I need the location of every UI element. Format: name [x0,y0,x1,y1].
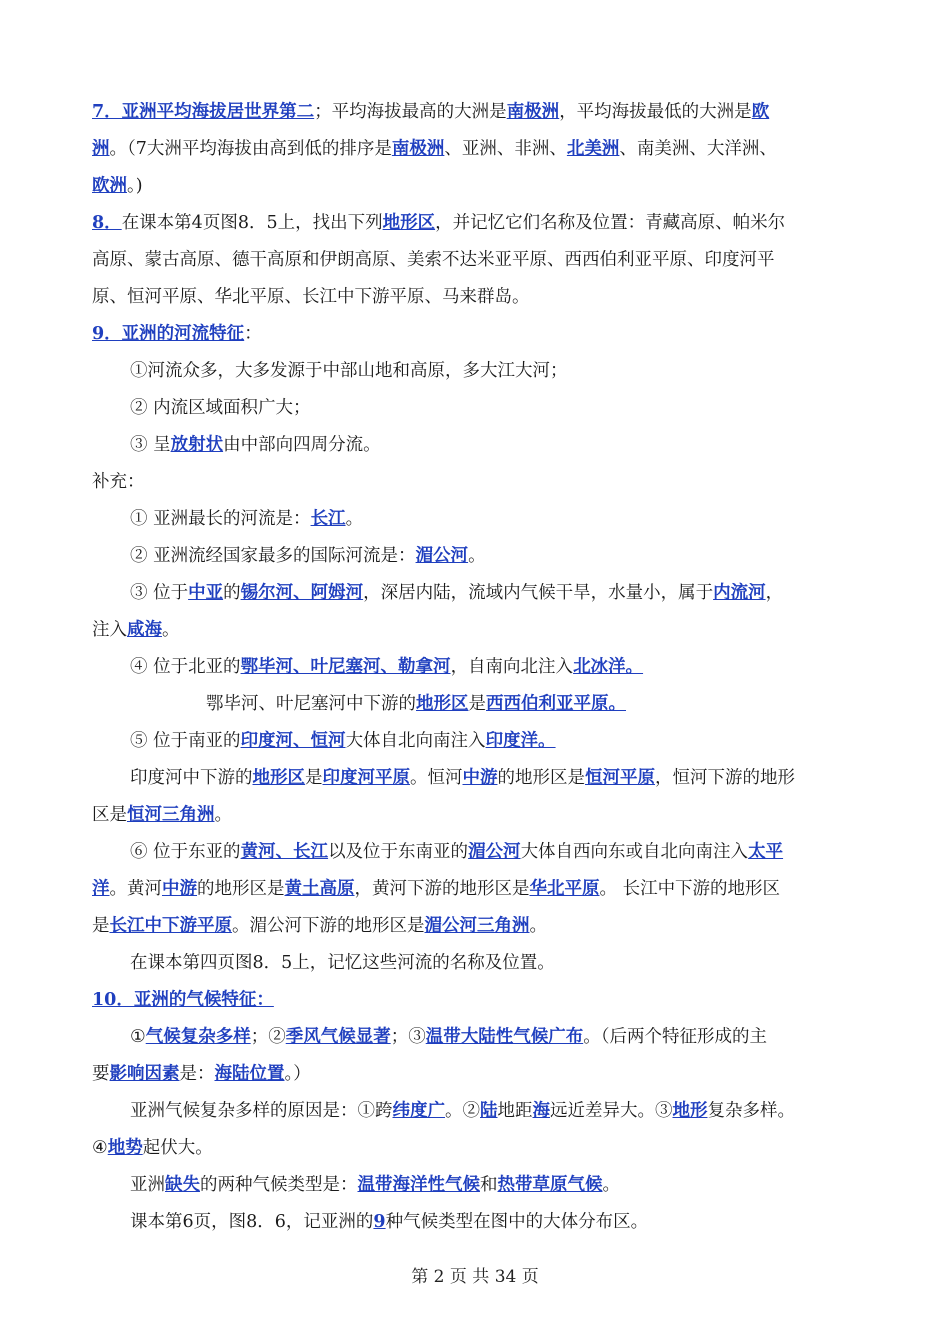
keyword-highlight: 恒河平原 [585,768,655,788]
keyword-highlight: 洲 [92,139,110,159]
text-line [92,1093,860,1130]
text-segment: 原、恒河平原、华北平原、长江中下游平原、马来群岛。 [92,287,530,307]
text-segment: 印度河中下游的 [130,768,253,788]
text-line [92,1204,860,1241]
text-line [92,1130,860,1167]
keyword-highlight: 北美洲 [566,139,620,159]
text-segment: 课本第6页，图8．6，记亚洲的 [130,1212,374,1232]
text-segment: 。 [602,1175,620,1195]
text-line [92,686,860,723]
text-line [92,205,860,242]
text-segment: ⑥ 位于东亚的 [130,842,241,862]
keyword-highlight: 湄公河 [415,546,469,566]
text-line [92,760,860,797]
text-segment: ，黄河下游的地形区是 [354,879,530,899]
keyword-highlight: 10．亚洲的气候特征： [92,990,274,1010]
keyword-highlight: 9 [373,1212,386,1232]
text-segment: 补充： [92,472,145,492]
text-segment: ② 内流区域面积广大； [130,398,311,418]
text-segment: 的地形区是 [497,768,585,788]
document-body [92,94,860,1241]
text-segment: 。 长江中下游的地形区 [599,879,781,899]
keyword-highlight: 季风气候显著 [285,1027,391,1047]
text-segment: 亚洲 [130,1175,165,1195]
text-line [92,464,860,501]
keyword-highlight: 南极洲 [506,102,560,122]
keyword-highlight: 印度河平原 [322,768,410,788]
text-segment: 是： [179,1064,215,1084]
keyword-highlight: 欧 [751,102,770,122]
text-line [92,353,860,390]
keyword-highlight: 地势 [107,1138,143,1158]
text-segment: 大体自西向东或自北向南注入 [520,842,749,862]
keyword-highlight: 南极洲 [391,139,445,159]
text-segment: 地距 [497,1101,533,1121]
text-line [92,908,860,945]
text-segment: 。 [345,509,364,529]
keyword-highlight: 长江 [310,509,346,529]
keyword-highlight: 缺失 [165,1175,200,1195]
text-segment: ③ 位于 [130,583,189,603]
keyword-highlight: 海 [532,1101,550,1121]
keyword-highlight: 地形区 [252,768,305,788]
keyword-highlight: 黄土高原 [284,879,355,899]
keyword-highlight: 锡尔河、阿姆河 [240,583,364,603]
text-line [92,945,860,982]
text-segment: 、亚洲、非洲、 [444,139,567,159]
keyword-highlight: 西西伯利亚平原。 [486,694,626,714]
keyword-highlight: 温带大陆性气候广布 [425,1027,584,1047]
text-segment: 是 [92,916,110,936]
text-segment: ③ 呈 [130,435,171,455]
text-line [92,871,860,908]
keyword-highlight: 中游 [162,879,197,899]
text-segment: 。 [529,916,547,936]
keyword-highlight: 9．亚洲的河流特征 [92,324,245,344]
text-line [92,131,860,168]
keyword-highlight: 太平 [748,842,784,862]
keyword-highlight: 中亚 [188,583,224,603]
keyword-highlight: 湄公河三角洲 [424,916,530,936]
keyword-highlight: 热带草原气候 [497,1175,603,1195]
text-segment: 。 [214,805,232,825]
keyword-highlight: 气候复杂多样 [145,1027,251,1047]
text-segment: 复杂多样。 [707,1101,795,1121]
text-line [92,538,860,575]
keyword-highlight: 地形区 [416,694,469,714]
text-segment: 是 [305,768,323,788]
text-segment: ① [130,1027,146,1047]
text-line [92,501,860,538]
text-segment: 和 [480,1175,498,1195]
text-segment: ，平均海拔最低的大洲是 [559,102,752,122]
text-segment: 在课本第四页图8．5上，记忆这些河流的名称及位置。 [130,953,555,973]
keyword-highlight: 华北平原 [529,879,600,899]
text-segment: 由中部向四周分流。 [223,435,381,455]
text-segment: 以及位于东南亚的 [328,842,469,862]
text-segment: ，恒河下游的地形 [655,768,795,788]
text-segment: 。恒河 [410,768,463,788]
text-segment: 。黄河 [109,879,162,899]
text-segment: 的地形区是 [197,879,285,899]
keyword-highlight: 海陆位置 [214,1064,285,1084]
text-line [92,1056,860,1093]
keyword-highlight: 纬度广 [392,1101,445,1121]
keyword-highlight: 印度洋。 [485,731,556,751]
text-line [92,1167,860,1204]
text-segment: 亚洲气候复杂多样的原因是：①跨 [130,1101,393,1121]
text-line [92,427,860,464]
text-segment: ①河流众多，大多发源于中部山地和高原，多大江大河； [130,361,568,381]
text-segment: 是 [468,694,486,714]
text-segment: 。湄公河下游的地形区是 [232,916,425,936]
text-line [92,168,860,205]
text-segment: ；平均海拔最高的大洲是 [314,102,507,122]
text-segment: ，深居内陆，流域内气候干旱，水量小，属于 [363,583,714,603]
text-segment: ④ [92,1138,108,1158]
text-line [92,649,860,686]
text-segment: 。） [284,1064,311,1084]
text-segment: ，并记忆它们名称及位置：青藏高原、帕米尔 [435,213,786,233]
keyword-highlight: 欧洲 [92,176,127,196]
keyword-highlight: 陆 [480,1101,498,1121]
text-line [92,1019,860,1056]
text-segment: ⑤ 位于南亚的 [130,731,241,751]
text-segment: ；② [250,1027,286,1047]
text-line [92,612,860,649]
text-line [92,834,860,871]
text-segment: 鄂毕河、叶尼塞河中下游的 [206,694,416,714]
text-segment: ② 亚洲流经国家最多的国际河流是： [130,546,416,566]
keyword-highlight: 鄂毕河、叶尼塞河、勒拿河 [240,657,451,677]
text-line [92,390,860,427]
text-line [92,575,860,612]
keyword-highlight: 温带海洋性气候 [357,1175,480,1195]
keyword-highlight: 放射状 [170,435,224,455]
keyword-highlight: 长江中下游平原 [109,916,232,936]
text-segment: 在课本第4页图8．5上，找出下列 [121,213,383,233]
text-segment: 。（7大洲平均海拔由高到低的排序是 [109,139,392,159]
keyword-highlight: 洋 [92,879,110,899]
keyword-highlight: 咸海 [127,620,162,640]
text-segment: ④ 位于北亚的 [130,657,241,677]
text-segment: 。② [445,1101,480,1121]
text-segment: 要 [92,1064,110,1084]
keyword-highlight: 中游 [462,768,498,788]
page-footer: 第 2 页 共 34 页 [411,1267,539,1287]
text-line [92,723,860,760]
keyword-highlight: 北冰洋。 [573,657,644,677]
text-segment: 种气候类型在图中的大体分布区。 [385,1212,649,1232]
text-segment: 注入 [92,620,127,640]
text-segment: 远近差异大。③ [550,1101,673,1121]
text-segment: 大体自北向南注入 [345,731,486,751]
text-line [92,279,860,316]
text-line [92,94,860,131]
text-segment: ① 亚洲最长的河流是： [130,509,311,529]
keyword-highlight: 黄河、长江 [240,842,329,862]
keyword-highlight: 恒河三角洲 [127,805,215,825]
keyword-highlight: 地形区 [382,213,436,233]
keyword-highlight: 内流河 [713,583,766,603]
text-segment: ；③ [390,1027,426,1047]
text-segment: 高原、蒙古高原、德干高原和伊朗高原、美索不达米亚平原、西西伯利亚平原、印度河平 [92,250,775,270]
keyword-highlight: 湄公河 [468,842,521,862]
text-line [92,242,860,279]
text-segment: 。) [127,176,143,196]
text-segment: 。 [162,620,180,640]
text-segment: 。 [468,546,486,566]
text-segment: ， [765,583,784,603]
text-segment: 的两种气候类型是： [200,1175,358,1195]
text-line [92,316,860,353]
keyword-highlight: 影响因素 [109,1064,180,1084]
text-segment: 起伏大。 [142,1138,213,1158]
text-line [92,797,860,834]
text-segment: 的 [223,583,241,603]
text-segment: ： [244,324,262,344]
keyword-highlight: 地形 [672,1101,708,1121]
keyword-highlight: 印度河、恒河 [240,731,346,751]
text-line [92,982,860,1019]
text-segment: 区是 [92,805,127,825]
text-segment: 、南美洲、大洋洲、 [619,139,777,159]
text-segment: ，自南向北注入 [450,657,574,677]
keyword-highlight: 7．亚洲平均海拔居世界第二 [92,102,315,122]
text-segment: 。（后两个特征形成的主 [583,1027,767,1047]
keyword-highlight: 8． [92,213,122,233]
